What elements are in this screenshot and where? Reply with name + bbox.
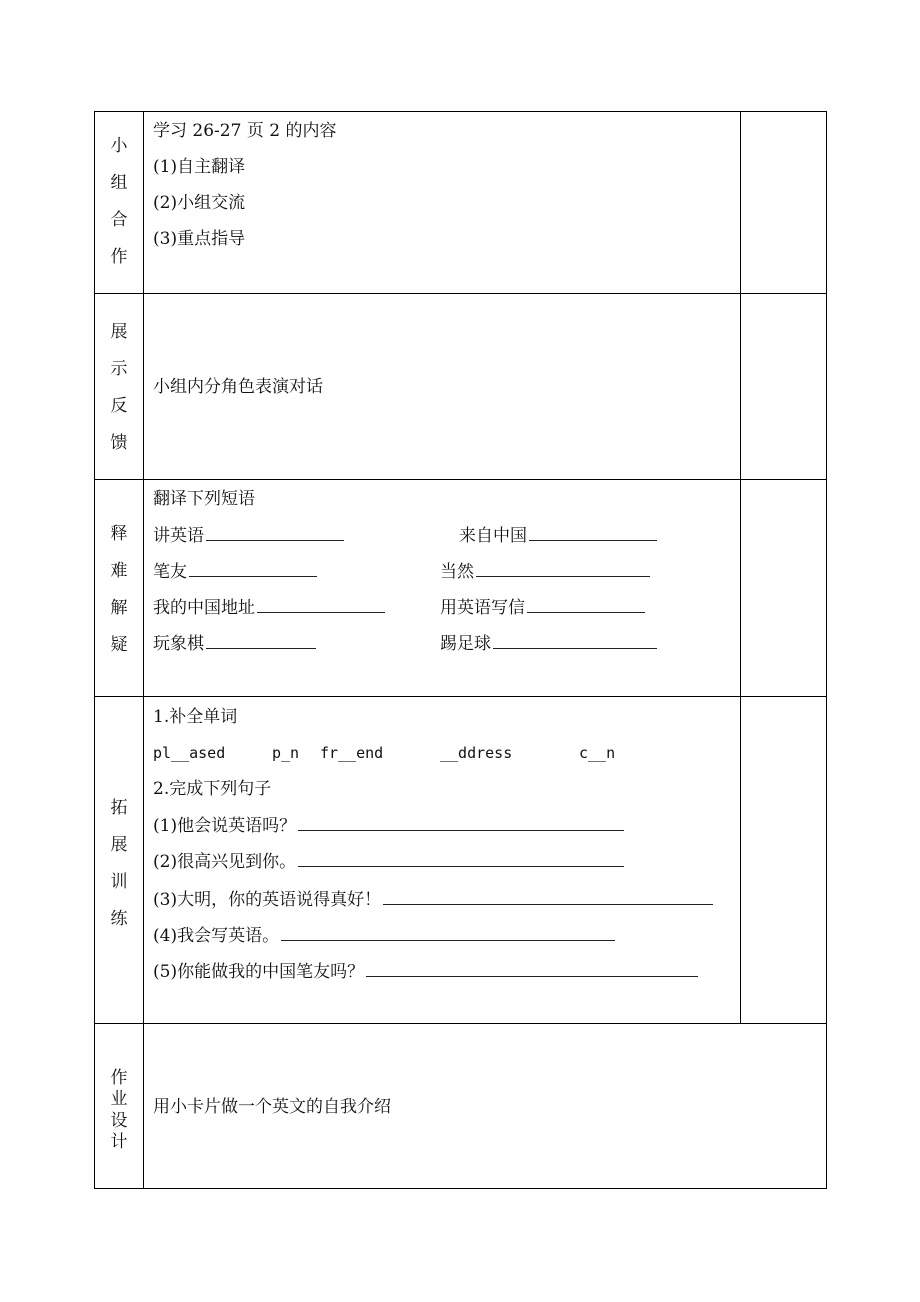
- phrase-text: 用英语写信: [440, 598, 525, 618]
- phrase-text: 我的中国地址: [153, 598, 255, 618]
- label-char: 组: [110, 173, 128, 193]
- task-heading: 1.补全单词: [153, 707, 238, 727]
- sentence-text: (1)他会说英语吗？: [153, 816, 297, 836]
- clarify-heading: 翻译下列短语: [153, 489, 255, 509]
- row-divider: [94, 696, 827, 697]
- sentence-text: (4)我会写英语。: [153, 926, 280, 946]
- answer-blank[interactable]: [383, 888, 713, 905]
- answer-blank[interactable]: [298, 814, 624, 831]
- label-char: 释: [110, 524, 128, 544]
- label-char: 解: [110, 598, 128, 618]
- label-char: 展: [110, 835, 128, 855]
- phrase-item: [153, 596, 385, 619]
- answer-blank[interactable]: [527, 596, 645, 613]
- label-char: 示: [110, 359, 128, 379]
- section-label-homework: [94, 1068, 144, 1153]
- table-border-top: [94, 111, 827, 112]
- homework-text: 用小卡片做一个英文的自我介绍: [153, 1097, 391, 1117]
- sentence-text: (3)大明，你的英语说得真好！: [153, 890, 382, 910]
- phrase-item: [440, 596, 645, 619]
- sentence-item: [153, 814, 624, 837]
- row-divider: [94, 1023, 827, 1024]
- label-char: 展: [110, 322, 128, 342]
- label-char: 作: [110, 1068, 128, 1088]
- section-label-extend: [94, 800, 144, 928]
- word-blank[interactable]: pl__ased: [153, 744, 226, 762]
- phrase-item: [153, 524, 344, 547]
- answer-blank[interactable]: [189, 560, 317, 577]
- row-divider: [94, 293, 827, 294]
- phrase-text: 当然: [440, 562, 474, 582]
- sentence-item: [153, 924, 615, 947]
- phrase-text: 来自中国: [459, 526, 527, 546]
- sentence-item: [153, 888, 713, 911]
- group-work-line: 学习 26-27 页 2 的内容: [153, 121, 337, 141]
- phrase-text: 玩象棋: [153, 634, 204, 654]
- label-char: 小: [110, 136, 128, 156]
- showcase-text: 小组内分角色表演对话: [153, 377, 323, 397]
- answer-blank[interactable]: [298, 850, 624, 867]
- label-char: 训: [110, 872, 128, 892]
- sentence-text: (2)很高兴见到你。: [153, 852, 297, 872]
- phrase-item: [440, 632, 657, 655]
- answer-blank[interactable]: [366, 960, 698, 977]
- answer-blank[interactable]: [281, 924, 615, 941]
- phrase-item: [459, 524, 657, 547]
- label-char: 疑: [110, 635, 128, 655]
- word-blank[interactable]: __ddress: [440, 744, 513, 762]
- answer-blank[interactable]: [206, 632, 316, 649]
- label-char: 练: [110, 909, 128, 929]
- table-border-right: [826, 111, 827, 1189]
- answer-blank[interactable]: [493, 632, 657, 649]
- label-char: 难: [110, 561, 128, 581]
- group-work-line: (1)自主翻译: [153, 157, 246, 177]
- sentence-item: [153, 850, 624, 873]
- phrase-text: 笔友: [153, 562, 187, 582]
- answer-blank[interactable]: [529, 524, 657, 541]
- answer-blank[interactable]: [257, 596, 385, 613]
- sentence-item: [153, 960, 698, 983]
- answer-blank[interactable]: [476, 560, 650, 577]
- word-blank[interactable]: fr__end: [320, 744, 384, 762]
- label-char: 馈: [110, 433, 128, 453]
- section-label-group-work: [94, 138, 144, 266]
- sentence-text: (5)你能做我的中国笔友吗？: [153, 962, 365, 982]
- label-char: 合: [110, 210, 128, 230]
- phrase-item: [153, 632, 316, 655]
- word-blank[interactable]: p_n: [272, 744, 300, 762]
- group-work-line: (3)重点指导: [153, 229, 246, 249]
- task-heading: 2.完成下列句子: [153, 779, 272, 799]
- section-label-clarify: [94, 526, 144, 654]
- row-divider: [94, 479, 827, 480]
- label-char: 拓: [110, 798, 128, 818]
- group-work-line: (2)小组交流: [153, 193, 246, 213]
- answer-blank[interactable]: [206, 524, 344, 541]
- phrase-text: 讲英语: [153, 526, 204, 546]
- label-char: 反: [110, 396, 128, 416]
- phrase-item: [440, 560, 650, 583]
- label-char: 业: [110, 1089, 128, 1110]
- label-char: 设: [110, 1110, 128, 1131]
- label-char: 计: [110, 1131, 128, 1152]
- word-blank[interactable]: c__n: [579, 744, 616, 762]
- section-label-showcase: [94, 324, 144, 452]
- phrase-item: [153, 560, 317, 583]
- table-border-bottom: [94, 1188, 827, 1189]
- label-char: 作: [110, 247, 128, 267]
- notes-column-divider: [740, 111, 741, 1024]
- phrase-text: 踢足球: [440, 634, 491, 654]
